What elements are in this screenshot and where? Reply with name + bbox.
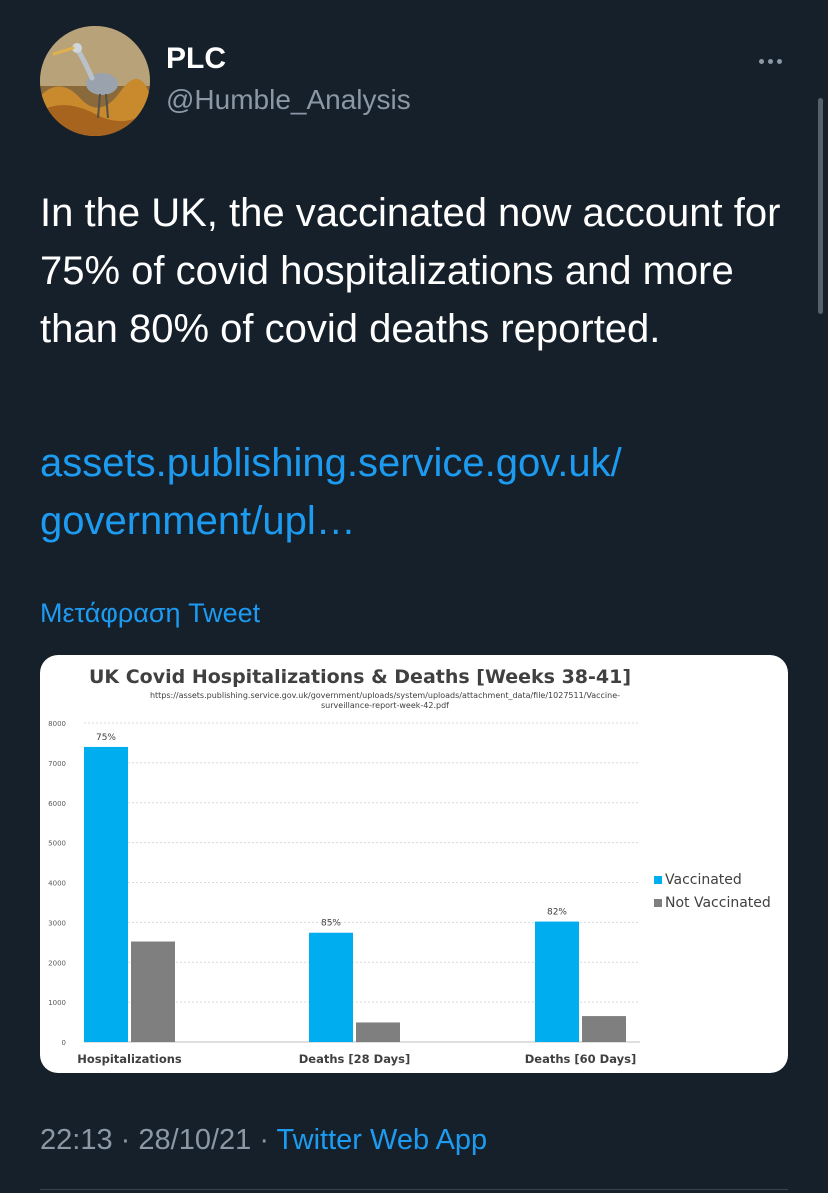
y-tick-label: 5000 xyxy=(48,839,66,848)
chart-subtitle-line-1: https://assets.publishing.service.gov.uk/government/uploads/system/uploads/attachment_data/file/1027511/Vaccine- xyxy=(149,691,621,700)
tweet-timestamp xyxy=(40,1124,487,1157)
heron-avatar-image xyxy=(40,26,150,136)
scrollbar[interactable] xyxy=(818,98,823,314)
tweet-time[interactable]: 22:13 xyxy=(40,1124,113,1156)
source-app-link[interactable]: Twitter Web App xyxy=(276,1124,488,1156)
x-category-label: Hospitalizations xyxy=(77,1052,182,1066)
legend-label: Not Vaccinated xyxy=(665,895,771,911)
x-category-label: Deaths [28 Days] xyxy=(298,1052,411,1066)
y-tick-label: 0 xyxy=(61,1039,66,1047)
chart-subtitle-line-2: surveillance-report-week-42.pdf xyxy=(321,701,449,710)
y-tick-label: 2000 xyxy=(48,959,66,968)
y-tick-label: 6000 xyxy=(48,799,66,808)
tweet-link-line-2: government/upl… xyxy=(40,499,356,543)
bar-vaccinated xyxy=(309,933,353,1042)
chart xyxy=(40,655,788,1073)
more-horizontal-icon xyxy=(759,59,764,64)
y-tick-label: 7000 xyxy=(48,759,66,768)
more-horizontal-icon xyxy=(768,59,773,64)
bar-not-vaccinated xyxy=(131,942,175,1042)
chart-title: UK Covid Hospitalizations & Deaths [Weeks 38-41] xyxy=(88,666,632,688)
author-handle[interactable]: @Humble_Analysis xyxy=(166,84,411,115)
bar-vaccinated xyxy=(84,747,128,1042)
legend-swatch xyxy=(654,899,662,907)
tweet-text: In the UK, the vaccinated now account for 75% of covid hospitalizations and more than 80% of covid deaths reported. xyxy=(40,191,781,351)
tweet-media-chart[interactable] xyxy=(40,655,788,1073)
separator: · xyxy=(259,1124,269,1156)
data-label: 75% xyxy=(95,732,117,743)
bar-not-vaccinated xyxy=(582,1016,626,1042)
bar-vaccinated xyxy=(535,922,579,1042)
more-horizontal-icon xyxy=(777,59,782,64)
more-options-button[interactable] xyxy=(752,48,788,74)
tweet-link-line-1: assets.publishing.service.gov.uk/ xyxy=(40,441,622,485)
data-label: 82% xyxy=(546,907,568,918)
legend-swatch xyxy=(654,876,662,884)
tweet-link[interactable] xyxy=(40,434,800,550)
y-tick-label: 3000 xyxy=(48,919,66,928)
separator: · xyxy=(120,1124,131,1156)
y-tick-label: 4000 xyxy=(48,879,66,888)
bar-not-vaccinated xyxy=(356,1022,400,1042)
x-category-label: Deaths [60 Days] xyxy=(524,1052,637,1066)
legend-label: Vaccinated xyxy=(665,872,742,888)
avatar[interactable] xyxy=(40,26,150,136)
translate-tweet-button[interactable]: Μετάφραση Tweet xyxy=(40,598,261,628)
y-tick-label: 8000 xyxy=(48,720,66,728)
data-label: 85% xyxy=(320,918,342,929)
tweet-date[interactable]: 28/10/21 xyxy=(138,1124,252,1156)
y-tick-label: 1000 xyxy=(48,999,66,1008)
divider xyxy=(40,1189,788,1190)
author-display-name[interactable]: PLC xyxy=(166,42,226,75)
